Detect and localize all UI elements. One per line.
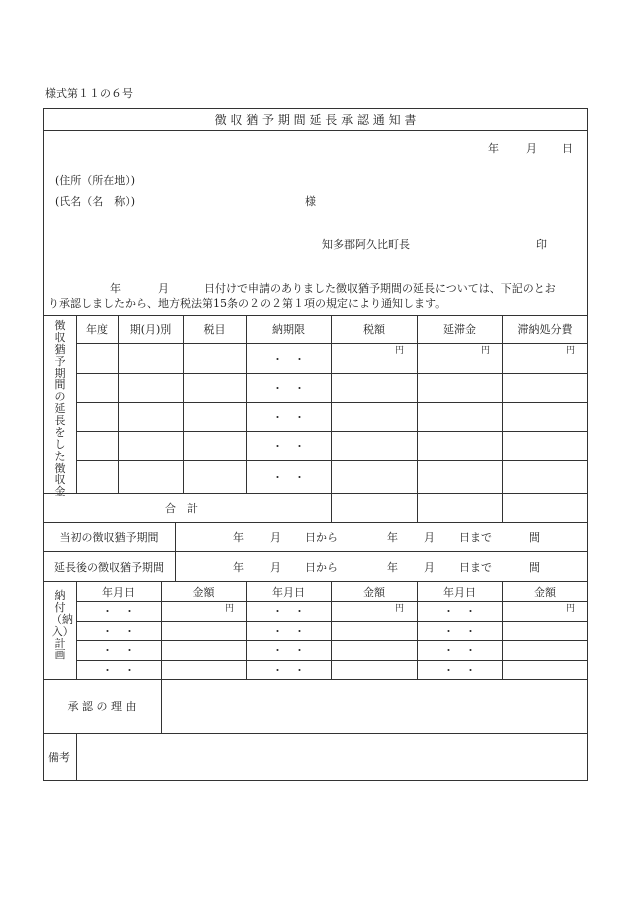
issuer-name: 知多郡阿久比町長: [322, 238, 410, 251]
yen-late: 円: [481, 346, 491, 356]
plan-header-amount: 金額: [534, 586, 556, 599]
plan-date-placeholder: ・ ・: [443, 644, 476, 657]
header-disposition-cost: 滞納処分費: [517, 323, 573, 336]
plan-date-placeholder: ・ ・: [272, 664, 305, 677]
notice-text-line2: り承認しましたから、地方税法第15条の２の２第１項の規定により通知します。: [48, 297, 447, 310]
name-label: (氏名（名 称）): [55, 195, 136, 208]
header-period: 期(月)別: [129, 323, 172, 336]
header-tax-item: 税目: [203, 323, 226, 336]
period-until: 日まで: [459, 531, 492, 544]
due-date-placeholder: ・ ・: [272, 440, 305, 453]
yen-tax: 円: [395, 346, 405, 356]
plan-date-placeholder: ・ ・: [102, 625, 135, 638]
plan-date-placeholder: ・ ・: [102, 605, 135, 618]
period-year: 年: [233, 531, 244, 544]
period-until: 日まで: [459, 561, 492, 574]
period-year: 年: [387, 531, 398, 544]
total-label: 合 計: [165, 502, 198, 515]
due-date-placeholder: ・ ・: [272, 382, 305, 395]
date-day: 日: [562, 142, 573, 155]
period-year: 年: [233, 561, 244, 574]
period-month: 月: [424, 531, 435, 544]
plan-header-amount: 金額: [363, 586, 385, 599]
plan-date-placeholder: ・ ・: [102, 644, 135, 657]
plan-date-placeholder: ・ ・: [102, 664, 135, 677]
period-from: 日から: [305, 531, 338, 544]
plan-yen: 円: [395, 604, 405, 614]
due-date-placeholder: ・ ・: [272, 471, 305, 484]
period-year: 年: [387, 561, 398, 574]
plan-date-placeholder: ・ ・: [443, 625, 476, 638]
plan-date-placeholder: ・ ・: [272, 625, 305, 638]
period-from: 日から: [305, 561, 338, 574]
form-number: 様式第１１の６号: [45, 87, 133, 100]
plan-yen: 円: [225, 604, 235, 614]
remarks-label: 備考: [48, 751, 70, 764]
plan-date-placeholder: ・ ・: [272, 644, 305, 657]
yen-disposition: 円: [566, 346, 576, 356]
period-days: 間: [529, 561, 540, 574]
plan-header-date: 年月日: [443, 586, 476, 599]
approval-reason-label: 承 認 の 理 由: [67, 700, 137, 713]
extended-period-label: 延長後の徴収猶予期間: [54, 561, 164, 574]
plan-header-date: 年月日: [272, 586, 305, 599]
form-title: 徴 収 猶 予 期 間 延 長 承 認 通 知 書: [214, 113, 417, 127]
header-due-date: 納期限: [272, 323, 305, 336]
header-fiscal-year: 年度: [86, 323, 108, 336]
date-year: 年: [488, 142, 499, 155]
plan-yen: 円: [566, 604, 576, 614]
notice-text: 日付けで申請のありました徴収猶予期間の延長については、下記のとお: [204, 282, 556, 295]
notice-year: 年: [110, 282, 121, 295]
payment-plan-side-label: 納付（納入）計画: [51, 589, 73, 662]
period-month: 月: [270, 561, 281, 574]
header-late-charge: 延滞金: [443, 323, 476, 336]
period-month: 月: [424, 561, 435, 574]
header-tax-amount: 税額: [363, 323, 385, 336]
date-month: 月: [526, 142, 537, 155]
plan-date-placeholder: ・ ・: [443, 664, 476, 677]
notice-month: 月: [158, 282, 169, 295]
plan-date-placeholder: ・ ・: [272, 605, 305, 618]
plan-header-date: 年月日: [102, 586, 135, 599]
address-label: (住所（所在地）): [55, 174, 136, 187]
original-period-label: 当初の徴収猶予期間: [59, 531, 159, 544]
sama-honorific: 様: [305, 195, 316, 208]
due-date-placeholder: ・ ・: [272, 353, 305, 366]
period-days: 間: [529, 531, 540, 544]
withheld-amount-side-label: 徴収猶予期間の延長をした徴収金: [54, 319, 66, 499]
due-date-placeholder: ・ ・: [272, 411, 305, 424]
period-month: 月: [270, 531, 281, 544]
plan-header-amount: 金額: [192, 586, 215, 599]
seal-mark: 印: [536, 238, 547, 251]
plan-date-placeholder: ・ ・: [443, 605, 476, 618]
